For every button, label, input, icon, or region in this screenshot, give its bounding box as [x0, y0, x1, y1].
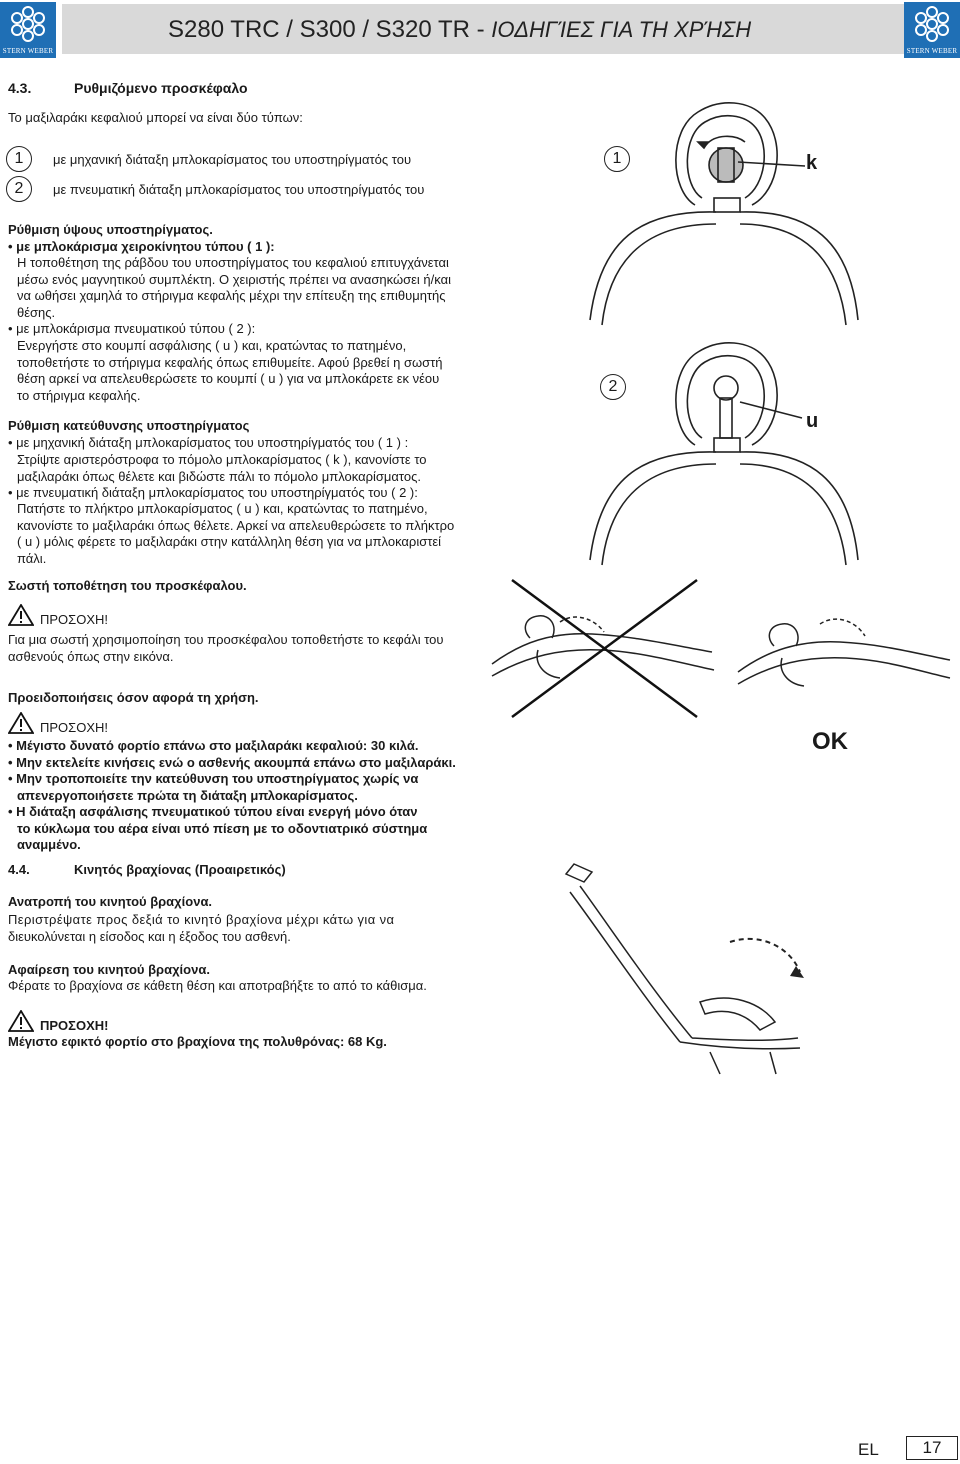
- warning-label: ΠΡΟΣΟΧΗ!: [40, 1018, 109, 1033]
- height-bullet1-title: • με μπλοκάρισμα χειροκίνητου τύπου ( 1 ):: [8, 239, 275, 254]
- line: Πατήστε το πλήκτρο μπλοκαρίσματος ( u ) και, κρατώντας το πατημένο,: [17, 501, 428, 516]
- line: μέσω ενός μαγνητικού συμπλέκτη. Ο χειριστής πρέπει να ανασηκώσει ή/και: [17, 271, 452, 287]
- intro-text: Το μαξιλαράκι κεφαλιού μπορεί να είναι δύο τύπων:: [8, 110, 303, 125]
- height-bullet2-text: [17, 338, 479, 404]
- rotation-text: [8, 912, 480, 945]
- figure2-label-u: u: [806, 410, 819, 432]
- section-title: Ρυθμιζόμενο προσκέφαλο: [74, 80, 248, 96]
- correct-position-title: Σωστή τοποθέτηση του προσκέφαλου.: [8, 578, 247, 593]
- direction-bullet2-title: • με πνευματική διάταξη μπλοκαρίσματος του υποστηρίγματός του ( 2 ):: [8, 485, 418, 500]
- stern-weber-logo-right: [904, 2, 960, 58]
- list-item: [8, 771, 480, 804]
- line: πάλι.: [17, 550, 47, 566]
- warning1-text: [8, 632, 444, 665]
- line: κανονίστε το μαξιλαράκι όπως θέλετε. Αρκεί να απελευθερώσετε το πλήκτρο: [17, 517, 455, 533]
- line: το στήριγμα κεφαλής.: [17, 387, 141, 403]
- brand-text: STERN WEBER: [2, 47, 54, 55]
- stern-weber-logo-left: [0, 2, 56, 58]
- section-number: 4.3.: [8, 80, 32, 96]
- section-number: 4.4.: [8, 862, 30, 877]
- line: Ενεργήστε στο κουμπί ασφάλισης ( u ) και, κρατώντας το πατημένο,: [17, 338, 407, 353]
- line: θέση αρκεί να απελευθερώσετε το κουμπί ( u ) για να μπλοκάρετε εκ νέου: [17, 371, 440, 386]
- usage-title: Προειδοποιήσεις όσον αφορά τη χρήση.: [8, 690, 259, 705]
- line: το κύκλωμα του αέρα είναι υπό πίεση με το οδοντιατρικό σύστημα: [17, 820, 428, 836]
- page-number: 17: [906, 1436, 958, 1460]
- warning-label: ΠΡΟΣΟΧΗ!: [40, 612, 108, 627]
- type-number-2: 2: [6, 176, 32, 202]
- correct-position-figure: [730, 584, 955, 714]
- movable-armrest-figure: [560, 852, 860, 1077]
- figure1-label-k: k: [806, 152, 818, 174]
- title-separator: -: [469, 16, 492, 43]
- direction-title: Ρύθμιση κατεύθυνσης υποστηρίγματος: [8, 418, 250, 433]
- headrest-pneumatic-figure: [580, 330, 870, 580]
- title-main: S280 TRC / S300 / S320 TR: [168, 16, 470, 43]
- figure2-number: 2: [600, 374, 626, 400]
- direction-bullet1-title: • με μηχανική διάταξη μπλοκαρίσματος του υποστηρίγματός του ( 1 ) :: [8, 435, 409, 450]
- warning-icon: [8, 1010, 34, 1032]
- section-title: Κινητός βραχίονας (Προαιρετικός): [74, 862, 286, 877]
- line: να ωθήσει χαμηλά το στήριγμα κεφαλής μέχρι την επίτευξη της επιθυμητής: [17, 288, 446, 303]
- line: απενεργοποιήσετε πρώτα τη διάταξη μπλοκαρίσματος.: [17, 787, 358, 803]
- ok-label: OK: [812, 728, 848, 755]
- line: Περιστρέψατε προς δεξιά το κινητό βραχίονα μέχρι κάτω για να: [8, 912, 395, 927]
- line: Η τοποθέτηση της ράβδου του υποστηρίγματος του κεφαλιού επιτυγχάνεται: [17, 255, 449, 270]
- removal-title: Αφαίρεση του κινητού βραχίονα.: [8, 962, 210, 977]
- line: ασθενούς όπως στην εικόνα.: [8, 648, 174, 664]
- warning3-text: Μέγιστο εφικτό φορτίο στο βραχίονα της πολυθρόνας: 68 Kg.: [8, 1034, 387, 1049]
- usage-warning-list: [8, 738, 480, 854]
- line: • Μην τροποποιείτε την κατεύθυνση του υποστηρίγματος χωρίς να: [8, 771, 419, 786]
- height-bullet1-text: [17, 255, 479, 321]
- rotation-title: Ανατροπή του κινητού βραχίονα.: [8, 894, 213, 909]
- language-code: EL: [858, 1440, 879, 1459]
- line: αναμμένο.: [17, 837, 81, 852]
- line: • Η διάταξη ασφάλισης πνευματικού τύπου είναι ενεργή μόνο όταν: [8, 804, 418, 819]
- line: θέσης.: [17, 304, 56, 320]
- type-text-2: με πνευματική διάταξη μπλοκαρίσματος του υποστηρίγματός του: [53, 182, 425, 197]
- line: ( u ) μόλις φέρετε το μαξιλαράκι στην κατάλληλη θέση για να μπλοκαριστεί: [17, 534, 442, 549]
- line: Στρίψτε αριστερόστροφα το πόμολο μπλοκαρίσματος ( k ), κανονίστε το: [17, 452, 427, 467]
- list-item: • Μέγιστο δυνατό φορτίο επάνω στο μαξιλαράκι κεφαλιού: 30 κιλά.: [8, 738, 419, 753]
- headrest-mechanical-figure: [580, 90, 870, 340]
- incorrect-position-figure: [482, 572, 727, 722]
- line: Για μια σωστή χρησιμοποίηση του προσκέφαλου τοποθετήστε το κεφάλι του: [8, 632, 444, 647]
- figure1-number: 1: [604, 146, 630, 172]
- warning-label: ΠΡΟΣΟΧΗ!: [40, 720, 108, 735]
- title-sub: ΙΟΔΗΓΊΕΣ ΓΙΑ ΤΗ ΧΡΉΣΗ: [491, 17, 752, 42]
- warning-icon: [8, 712, 34, 734]
- height-title: Ρύθμιση ύψους υποστηρίγματος.: [8, 222, 213, 237]
- type-number-1: 1: [6, 146, 32, 172]
- type-text-1: με μηχανική διάταξη μπλοκαρίσματος του υποστηρίγματός του: [53, 152, 412, 167]
- list-item: • Μην εκτελείτε κινήσεις ενώ ο ασθενής ακουμπά επάνω στο μαξιλαράκι.: [8, 754, 456, 770]
- height-bullet2-title: • με μπλοκάρισμα πνευματικού τύπου ( 2 ):: [8, 321, 256, 336]
- line: τοποθετήστε το στήριγμα κεφαλής όπως επιθυμείτε. Αφού βρεθεί η σωστή: [17, 354, 443, 370]
- line: διευκολύνεται η είσοδος και η έξοδος του ασθενή.: [8, 928, 291, 944]
- brand-text: STERN WEBER: [906, 47, 958, 55]
- removal-text: Φέρατε το βραχίονα σε κάθετη θέση και αποτραβήξτε το από το κάθισμα.: [8, 978, 427, 993]
- line: μαξιλαράκι όπως θέλετε και βιδώστε πάλι το πόμολο μπλοκαρίσματος.: [17, 468, 421, 484]
- direction-bullet1-text: [17, 452, 479, 485]
- direction-bullet2-text: [17, 501, 479, 567]
- warning-icon: [8, 604, 34, 626]
- list-item: [8, 804, 480, 854]
- page-title: [168, 16, 751, 44]
